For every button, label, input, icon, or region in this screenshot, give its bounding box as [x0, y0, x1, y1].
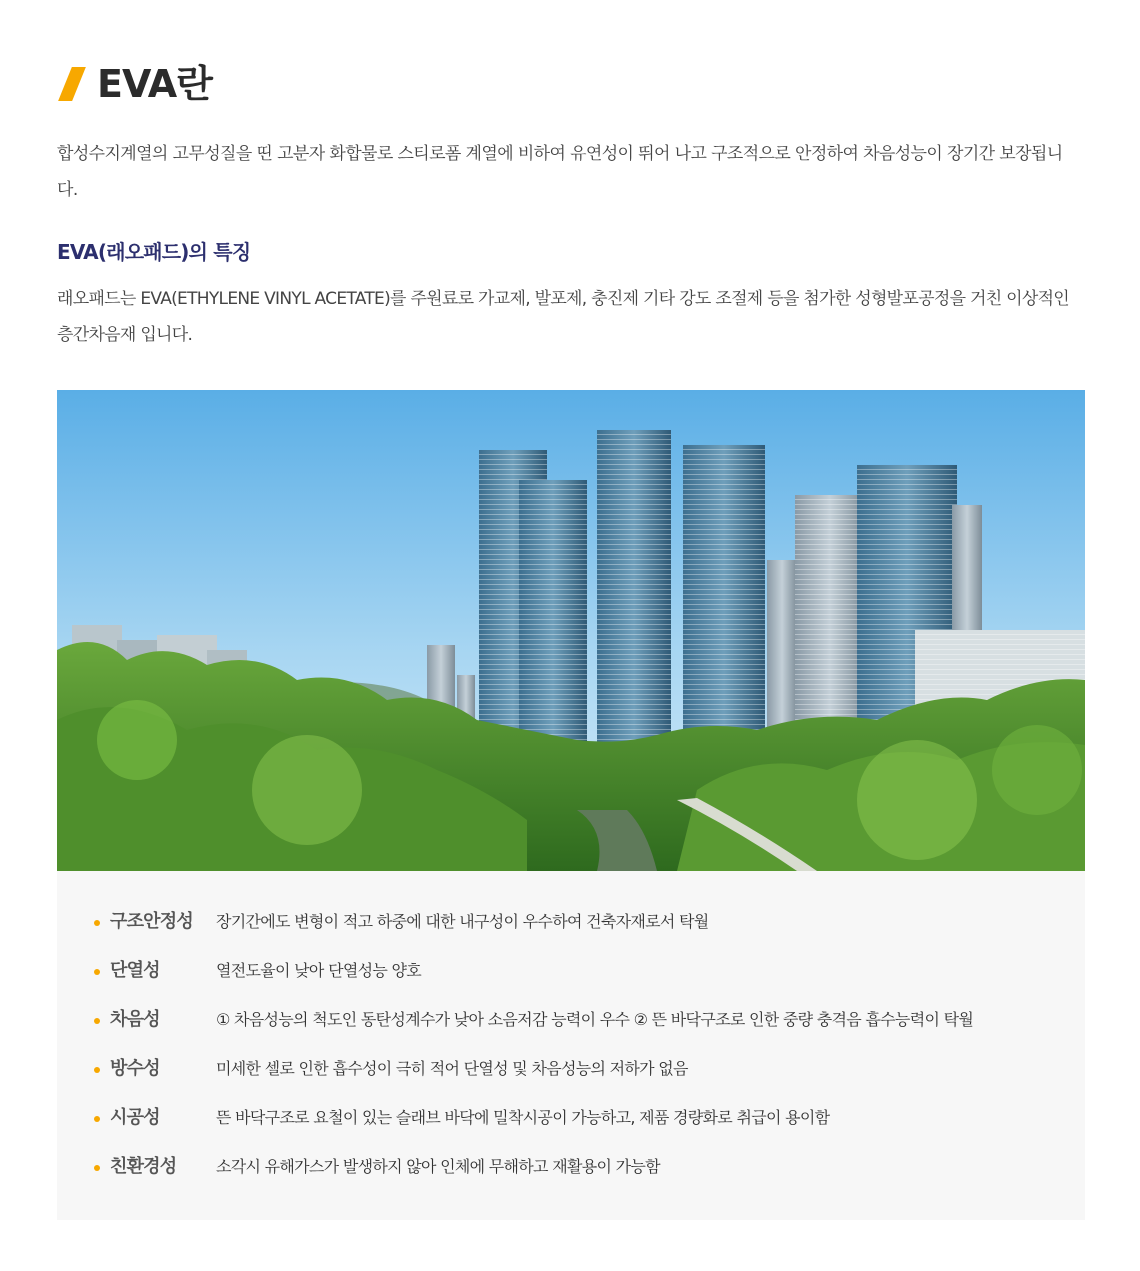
feature-label: 차음성 [110, 1009, 160, 1030]
slash-accent-icon [58, 67, 86, 101]
bullet-dot-icon [94, 1018, 100, 1024]
bullet-dot-icon [94, 1116, 100, 1122]
features-list [94, 907, 973, 1201]
feature-item [94, 956, 973, 1005]
bullet-dot-icon [94, 920, 100, 926]
feature-label: 단열성 [110, 960, 160, 981]
feature-text: 소각시 유해가스가 발생하지 않아 인체에 무해하고 재활용이 가능함 [216, 1157, 660, 1176]
feature-text: 열전도율이 낮아 단열성능 양호 [216, 961, 421, 980]
feature-text: ① 차음성능의 척도인 동탄성계수가 낮아 소음저감 능력이 우수 ② 뜬 바닥구조로 인한 중량 충격음 흡수능력이 탁월 [216, 1010, 974, 1029]
intro-paragraph: 합성수지계열의 고무성질을 띤 고분자 화합물로 스티로폼 계열에 비하여 유연성이 뛰어 나고 구조적으로 안정하여 차음성능이 장기간 보장됩니다. [57, 144, 1063, 200]
feature-item [94, 1152, 973, 1201]
feature-label: 시공성 [110, 1107, 160, 1128]
bullet-dot-icon [94, 1067, 100, 1073]
section-heading: EVA(래오패드)의 특징 [57, 240, 251, 264]
feature-label: 구조안정성 [110, 911, 193, 932]
features-panel [57, 871, 1085, 1220]
section-description: 래오패드는 EVA(ETHYLENE VINYL ACETATE)를 주원료로 가교제, 발포제, 충진제 기타 강도 조절제 등을 첨가한 성형발포공정을 거친 이상적인 층간차음재 입니다. [57, 289, 1070, 345]
feature-item [94, 1103, 973, 1152]
feature-label: 방수성 [110, 1058, 160, 1079]
feature-text: 뜬 바닥구조로 요철이 있는 슬래브 바닥에 밀착시공이 가능하고, 제품 경량화로 취급이 용이함 [216, 1108, 830, 1127]
feature-text: 장기간에도 변형이 적고 하중에 대한 내구성이 우수하여 건축자재로서 탁월 [216, 912, 709, 931]
feature-item [94, 1054, 973, 1103]
bullet-dot-icon [94, 1165, 100, 1171]
feature-item [94, 1005, 973, 1054]
bullet-dot-icon [94, 969, 100, 975]
page-header [57, 62, 212, 106]
feature-text: 미세한 셀로 인한 흡수성이 극히 적어 단열성 및 차음성능의 저하가 없음 [216, 1059, 688, 1078]
feature-label: 친환경성 [110, 1156, 177, 1177]
feature-item [94, 907, 973, 956]
page-title: EVA란 [97, 62, 212, 106]
city-park-photo [57, 390, 1085, 871]
